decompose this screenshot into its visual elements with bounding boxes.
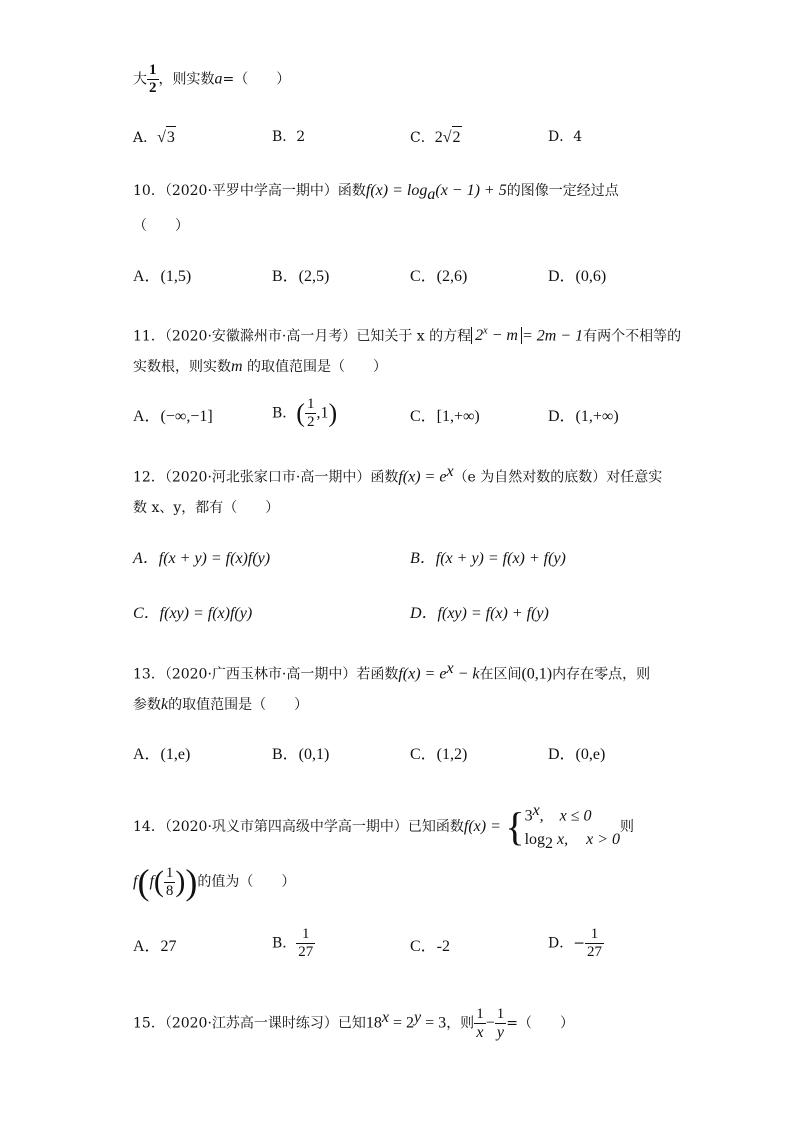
q15-den2: y — [495, 1023, 507, 1041]
q12-stem — [133, 462, 662, 488]
q13-stem-suffix: 内存在零点，则 — [552, 666, 651, 683]
q13-option-c: C．(1,2) — [410, 746, 468, 763]
q11-stem — [133, 322, 681, 346]
q11-option-b-label: B． — [272, 405, 297, 422]
q9-option-b: B．2 — [272, 129, 306, 145]
q14-option-d-label: D．− — [548, 935, 585, 952]
q9-option-a-label: A． — [133, 130, 158, 146]
q12-option-b: B．f(x + y) = f(x) + f(y) — [410, 550, 566, 567]
q14-option-d-den: 27 — [586, 944, 602, 960]
q9-var: a — [214, 70, 223, 88]
q9-eq: =（ ） — [222, 71, 291, 88]
q14-case-2 — [525, 829, 620, 855]
q14-case2-expr: log — [524, 830, 546, 848]
q15-sup1: x — [381, 1009, 390, 1026]
q10-option-c: C．(2,6) — [410, 268, 468, 285]
q11-stem-line2 — [133, 357, 387, 377]
q14-case-1 — [525, 800, 620, 829]
q14-option-d — [548, 926, 604, 961]
q11-stem-suffix: 有两个不相等的 — [583, 328, 682, 345]
q9-stem — [133, 62, 290, 97]
q13-formula: f(x) = e — [398, 665, 447, 683]
q9-fraction — [147, 62, 159, 97]
q9-option-c: C．2√2 — [410, 126, 462, 149]
q13-stem-mid: 在区间 — [479, 666, 522, 683]
q14-option-b-label: B． — [272, 935, 297, 952]
q14-case2-sub: 2 — [545, 834, 554, 852]
q15-mid: = 2 — [389, 1014, 415, 1032]
q14-formula: f(x) = — [463, 818, 501, 836]
q10-formula: f(x) = log — [365, 182, 428, 199]
q10-stem — [133, 181, 619, 205]
q15-sup2: y — [414, 1009, 422, 1026]
q9-stem-prefix: 大 — [133, 71, 147, 88]
q14-line2-f-inner: f — [149, 873, 154, 890]
q15-stem-suffix: =（ ） — [506, 1015, 574, 1032]
q15-stem-prefix: 15．（2020·江苏高一课时练习）已知 — [133, 1015, 366, 1032]
q14-option-b — [272, 926, 315, 961]
q11-abs-expression — [471, 327, 522, 344]
q9-frac-num: 1 — [149, 62, 157, 78]
q10-formula-sub: a — [427, 185, 436, 203]
q10-paren: （ ） — [133, 218, 189, 234]
q14-option-d-num: 1 — [590, 926, 599, 942]
q12-option-d: D．f(xy) = f(x) + f(y) — [410, 605, 549, 622]
q10-option-d: D．(0,6) — [548, 268, 607, 285]
q15-formula: 18 — [365, 1014, 382, 1032]
q9-frac-den: 2 — [149, 80, 157, 96]
q12-stem-prefix: 12．（2020·河北张家口市·高一期中）函数 — [133, 469, 399, 486]
q11-abs-sup: x — [483, 326, 488, 337]
q13-formula-sup: x — [446, 660, 454, 677]
q12-option-a: A．f(x + y) = f(x)f(y) — [133, 550, 271, 567]
q11-line2-text: 实数根，则实数 — [133, 359, 231, 375]
q10-option-a: A．(1,5) — [133, 268, 192, 285]
q15-den1: x — [474, 1023, 486, 1041]
q13-stem-line2 — [133, 695, 308, 715]
q13-option-a: A．(1,e) — [133, 746, 191, 763]
q9-option-c-value: 2 — [452, 126, 462, 149]
q13-interval: (0,1) — [521, 665, 553, 683]
q13-line2-var: k — [161, 696, 169, 713]
q10-stem-suffix: 的图像一定经过点 — [506, 183, 619, 199]
q13-formula-tail: − k — [453, 665, 480, 683]
q9-option-a: A．√3 — [133, 126, 176, 149]
q15-stem-mid: ，则 — [446, 1015, 475, 1032]
q12-formula: f(x) = e — [398, 468, 447, 486]
q14-option-a: A．27 — [133, 938, 177, 955]
q15-stem — [133, 1000, 574, 1042]
q10-stem-prefix: 10．（2020·平罗中学高一期中）函数 — [133, 183, 366, 199]
q14-option-b-fraction — [296, 926, 315, 961]
q13-stem — [133, 659, 650, 685]
q11-option-b-tail: ,1 — [316, 404, 329, 422]
q9-option-c-coef: 2 — [434, 129, 443, 146]
q14-line2-num: 1 — [165, 864, 174, 881]
q14-stem: 14．（2020·巩义市第四高级中学高一期中）已知函数f(x) = { 3$^x$, x ≤ 0 $\log_2 x$, x > 0 则 — [133, 800, 634, 854]
q14-case1-cond: , x ≤ 0 — [539, 807, 592, 825]
q11-abs-tail: − m — [487, 327, 518, 345]
q11-option-b-den: 2 — [306, 414, 315, 430]
q14-piecewise — [525, 800, 620, 854]
q14-option-d-fraction — [585, 926, 604, 961]
q15-num2: 1 — [496, 1006, 505, 1023]
q13-option-d: D．(0,e) — [548, 746, 606, 763]
q15-num1: 1 — [476, 1006, 484, 1023]
q9-option-c-label: C． — [410, 130, 435, 146]
q11-option-b-fraction — [305, 396, 317, 431]
q9-option-a-value: 3 — [166, 126, 176, 149]
q9-option-d: D．4 — [548, 129, 583, 145]
q12-stem-suffix: （e 为自然对数的底数）对任意实 — [453, 469, 663, 486]
q14-line2-f-outer: f — [133, 873, 138, 890]
q13-option-b: B．(0,1) — [272, 746, 330, 763]
q14-case1-sup: x — [532, 802, 540, 819]
q10-option-b: B．(2,5) — [272, 268, 330, 285]
q9-stem-suffix: ，则实数 — [158, 71, 215, 88]
q14-stem-line2: f(f( $\frac{1}{8}$ ))的值为（ ） — [133, 862, 296, 902]
q11-option-b: B．( $\frac{1}{2}$ ,1) — [272, 396, 338, 430]
q11-option-b-num: 1 — [306, 396, 315, 412]
q11-stem-prefix: 11．（2020·安徽滁州市·高一月考）已知关于 x 的方程 — [133, 328, 472, 345]
q14-case2-tail: x, — [553, 830, 569, 848]
q10-formula-tail: (x − 1) + 5 — [435, 182, 507, 199]
q14-line2-fraction — [164, 865, 176, 900]
q15-fraction-2 — [495, 1006, 507, 1041]
q11-eq-tail: = 2m − 1 — [521, 327, 584, 345]
q14-option-b-num: 1 — [302, 926, 310, 942]
q13-line2-prefix: 参数 — [133, 697, 161, 713]
q15-minus: − — [485, 1014, 495, 1032]
q13-stem-prefix: 13．（2020·广西玉林市·高一期中）若函数 — [133, 666, 399, 683]
q11-line2-suffix: 的取值范围是（ ） — [242, 359, 388, 375]
q14-stem-prefix: 14．（2020·巩义市第四高级中学高一期中）已知函数 — [133, 819, 464, 836]
q11-abs-base: 2 — [475, 327, 484, 345]
q11-option-d: D．(1,+∞) — [548, 408, 619, 425]
q14-case1-expr: 3 — [524, 807, 533, 825]
q13-line2-suffix: 的取值范围是（ ） — [168, 697, 309, 713]
q14-case2-cond: x > 0 — [586, 830, 621, 848]
q14-option-b-den: 27 — [298, 944, 314, 960]
q11-option-c: C．[1,+∞) — [410, 408, 480, 425]
q11-option-a: A．(−∞,−1] — [133, 408, 213, 425]
q14-option-c: C．-2 — [410, 938, 451, 955]
q12-formula-sup: x — [446, 463, 454, 480]
q11-line2-var: m — [231, 358, 243, 375]
q14-line2-den: 8 — [165, 882, 174, 899]
q15-fraction-1 — [474, 1006, 486, 1041]
q12-stem-line2: 数 x、y，都有（ ） — [133, 500, 280, 516]
q14-line2-suffix: 的值为（ ） — [197, 874, 296, 890]
q12-option-c: C．f(xy) = f(x)f(y) — [133, 605, 253, 622]
q15-tail: = 3 — [421, 1014, 447, 1032]
q14-stem-suffix: 则 — [620, 819, 635, 836]
